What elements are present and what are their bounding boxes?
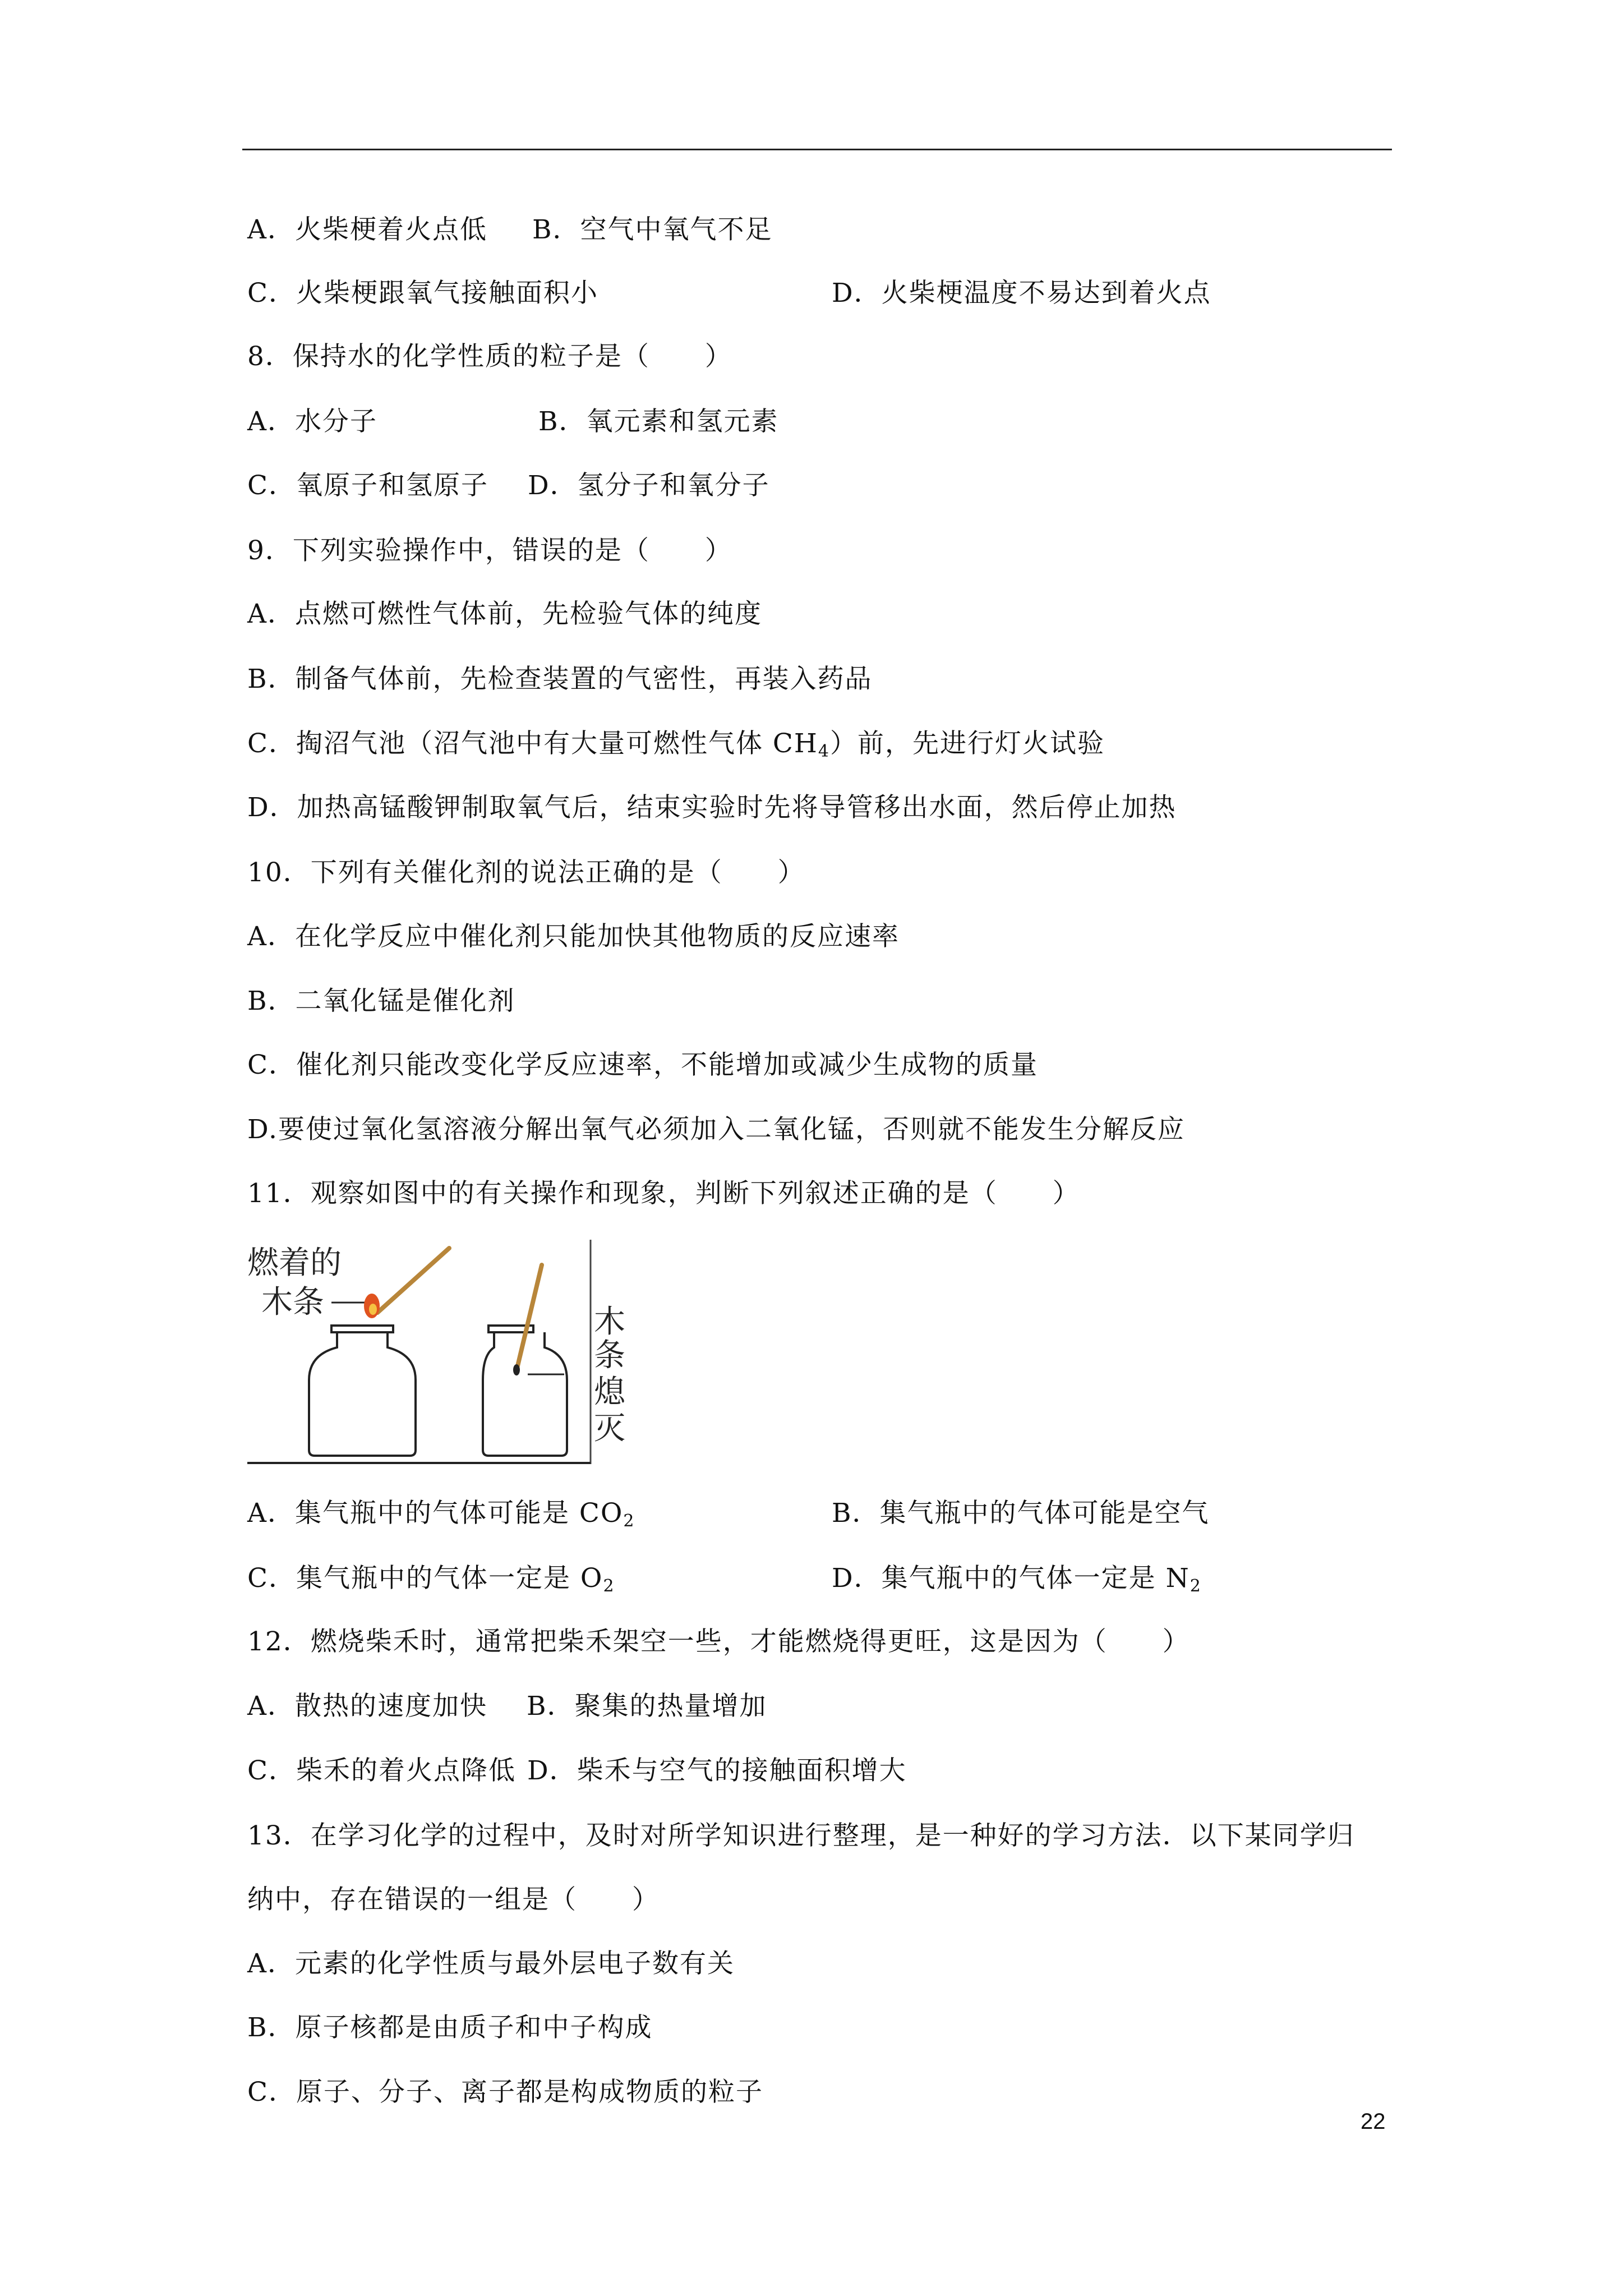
- figure-label-burning-1: 燃着的: [247, 1245, 342, 1281]
- q9-option-d: D．加热高锰酸钾制取氧气后，结束实验时先将导管移出水面，然后停止加热: [247, 792, 1177, 823]
- q13-option-a: A．元素的化学性质与最外层电子数有关: [247, 1948, 735, 1979]
- burning-splint: [364, 1248, 449, 1318]
- q8-option-d: D．氢分子和氧分子: [527, 470, 770, 501]
- q9-option-c: C．掏沼气池（沼气池中有大量可燃性气体 $CH_4$）前，先进行灯火试验: [247, 728, 1105, 761]
- q8-options-cd: [247, 469, 770, 503]
- figure-label-out-3: 熄: [594, 1374, 625, 1410]
- q8-option-b: B．氧元素和氢元素: [538, 406, 779, 437]
- q10-option-d: D.要使过氧化氢溶液分解出氧气必须加入二氧化锰，否则就不能发生分解反应: [247, 1114, 1185, 1145]
- q7-option-c: C．火柴梗跟氧气接触面积小: [247, 278, 598, 309]
- q11-option-c: C．集气瓶中的气体一定是 $O_2$: [247, 1563, 615, 1596]
- q9-stem: 9．下列实验操作中，错误的是（ ）: [247, 535, 732, 566]
- q7-option-a: A．火柴梗着火点低: [247, 214, 487, 245]
- page-number: 22: [1361, 2109, 1386, 2134]
- q12-option-b: B．聚集的热量增加: [526, 1691, 767, 1722]
- q11-option-d: D．集气瓶中的气体一定是 $N_2$: [832, 1563, 1202, 1596]
- right-gas-jar: [483, 1326, 567, 1456]
- q7-options-ab: [247, 213, 773, 247]
- figure-label-burning-2: 木条: [261, 1284, 324, 1320]
- q11-stem: 11．观察如图中的有关操作和现象，判断下列叙述正确的是（ ）: [247, 1178, 1080, 1209]
- q11-option-a: A．集气瓶中的气体可能是 $CO_2$: [247, 1498, 635, 1531]
- q10-stem: 10．下列有关催化剂的说法正确的是（ ）: [247, 857, 805, 888]
- q13-stem-line-2: 纳中，存在错误的一组是（ ）: [247, 1884, 660, 1915]
- left-gas-jar: [309, 1326, 416, 1456]
- q13-stem-line-1: 13．在学习化学的过程中，及时对所学知识进行整理，是一种好的学习方法．以下某同学归: [247, 1820, 1355, 1851]
- q13-option-c: C．原子、分子、离子都是构成物质的粒子: [247, 2077, 763, 2108]
- q7-option-d: D．火柴梗温度不易达到着火点: [832, 278, 1211, 309]
- figure-label-out-2: 条: [594, 1337, 625, 1374]
- q13-option-b: B．原子核都是由质子和中子构成: [247, 2012, 653, 2043]
- header-rule: [242, 149, 1392, 150]
- q9-option-a: A．点燃可燃性气体前，先检验气体的纯度: [247, 599, 762, 629]
- q8-option-c: C．氧原子和氢原子: [247, 470, 488, 501]
- q12-options-ab: [247, 1690, 767, 1723]
- figure-label-out-1: 木: [594, 1304, 625, 1340]
- q12-option-c: C．柴禾的着火点降低: [247, 1755, 516, 1786]
- q8-stem: 8．保持水的化学性质的粒子是（ ）: [247, 341, 732, 372]
- q12-stem: 12．燃烧柴禾时，通常把柴禾架空一些，才能燃烧得更旺，这是因为（ ）: [247, 1626, 1190, 1657]
- q10-option-c: C．催化剂只能改变化学反应速率，不能增加或减少生成物的质量: [247, 1050, 1038, 1080]
- q8-option-a: A．水分子: [247, 406, 377, 437]
- q12-options-cd: [247, 1754, 907, 1788]
- figure-label-out-4: 灭: [594, 1410, 625, 1447]
- q11-option-b: B．集气瓶中的气体可能是空气: [832, 1498, 1210, 1529]
- q9-option-b: B．制备气体前，先检查装置的气密性，再装入药品: [247, 664, 873, 694]
- q12-option-d: D．柴禾与空气的接触面积增大: [527, 1755, 907, 1786]
- extinguished-splint: [513, 1265, 564, 1375]
- gas-jar-figure: [247, 1240, 629, 1475]
- q12-option-a: A．散热的速度加快: [247, 1691, 487, 1722]
- q7-option-b: B．空气中氧气不足: [532, 214, 773, 245]
- q10-option-a: A．在化学反应中催化剂只能加快其他物质的反应速率: [247, 921, 900, 952]
- q10-option-b: B．二氧化锰是催化剂: [247, 986, 515, 1016]
